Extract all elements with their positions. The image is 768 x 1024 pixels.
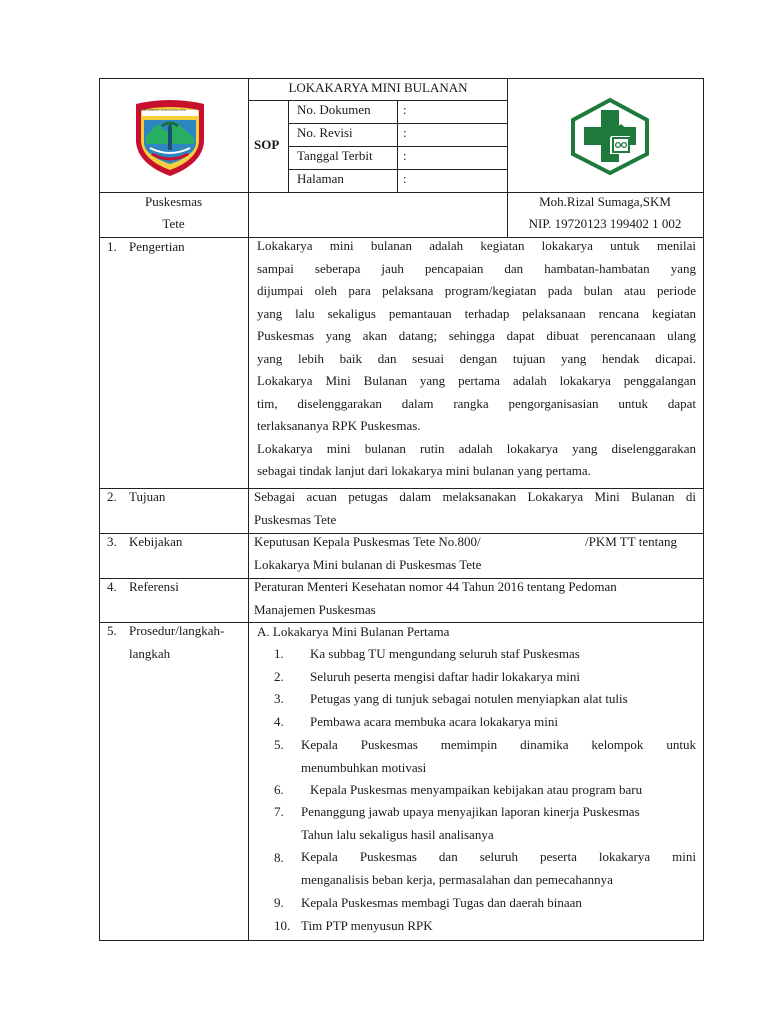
section-1-line: yang lebih baik dan sesuai dengan tujuan yang hendak dicapai. (257, 350, 696, 366)
section-1-line: Lokakarya Mini Bulanan yang pertama adalah lokakarya penggalangan (257, 373, 696, 388)
step-number: 10. (274, 918, 291, 933)
field-tanggal-terbit-colon: : (403, 148, 407, 163)
section-1-line: dijumpai oleh para pelaksana program/kegiatan pada bulan atau periode (257, 283, 696, 298)
section-2-number: 2. (107, 489, 117, 504)
step-text: Kepala Puskesmas memimpin dinamika kelompok untuk (301, 737, 696, 752)
section-5-subheading: A. Lokakarya Mini Bulanan Pertama (257, 624, 450, 639)
org-name-line2: Tete (162, 216, 185, 231)
step-text: Penanggung jawab upaya menyajikan laporan kinerja Puskesmas (301, 804, 640, 819)
section-1-line: terlaksananya RPK Puskesmas. (257, 418, 421, 433)
step-number: 6. (274, 782, 284, 797)
step-number: 3. (274, 691, 284, 706)
step-number: 8. (274, 850, 284, 865)
border-right (703, 78, 704, 941)
regency-emblem-text: KABUPATEN TOJO UNA-UNA (139, 108, 186, 112)
section-1-line: Lokakarya mini bulanan adalah kegiatan lokakarya untuk menilai (257, 238, 696, 253)
section-2-body (254, 486, 696, 531)
field-no-dokumen-colon: : (403, 102, 407, 117)
section-5-number: 5. (107, 623, 117, 638)
step-text: Seluruh peserta mengisi daftar hadir lokakarya mini (310, 669, 581, 684)
section-3-line: Keputusan Kepala Puskesmas Tete No.800/ (254, 534, 481, 549)
sop-label: SOP (254, 137, 280, 152)
line-field1 (288, 123, 507, 124)
step-text: Tahun lalu sekaligus hasil analisanya (301, 827, 494, 842)
section-1-label: Pengertian (129, 239, 185, 254)
step-number: 7. (274, 804, 284, 819)
section-1-line: yang lalu sekaligus pemantauan terhadap pelaksanaan rencana kegiatan (257, 305, 696, 321)
step-text: Ka subbag TU mengundang seluruh staf Puskesmas (310, 646, 580, 661)
step-text: menumbuhkan motivasi (301, 759, 427, 775)
section-4-line: Manajemen Puskesmas (254, 602, 376, 617)
step-text-block (301, 846, 696, 891)
section-1-body (257, 235, 696, 483)
field-halaman-colon: : (403, 171, 407, 186)
line-under-header (99, 192, 704, 193)
step-text: Tim PTP menyusun RPK (301, 918, 433, 933)
section-4-line: Peraturan Menteri Kesehatan nomor 44 Tahun 2016 tentang Pedoman (254, 579, 617, 594)
step-text: Petugas yang di tunjuk sebagai notulen menyiapkan alat tulis (310, 691, 628, 706)
step-text-block (301, 734, 696, 779)
step-text: Kepala Puskesmas membagi Tugas dan daerah binaan (301, 895, 582, 910)
border-bottom (99, 940, 704, 941)
section-1-line: Lokakarya mini bulanan rutin adalah lokakarya yang diselenggarakan (257, 440, 696, 456)
org-name-line1: Puskesmas (144, 194, 203, 209)
border-top (99, 78, 704, 79)
section-4-label: Referensi (129, 579, 179, 594)
signer-nip: NIP. 19720123 199402 1 002 (528, 216, 682, 231)
divider-col1 (248, 78, 249, 941)
step-number: 1. (274, 646, 284, 661)
section-3-line: Lokakarya Mini bulanan di Puskesmas Tete (254, 557, 482, 572)
step-text: Kepala Puskesmas dan seluruh peserta lokakarya mini (301, 849, 696, 864)
sop-document (99, 78, 704, 941)
signer-name: Moh.Rizal Sumaga,SKM (539, 194, 671, 209)
section-4-number: 4. (107, 579, 117, 594)
field-no-dokumen-label: No. Dokumen (297, 102, 371, 117)
step-number: 9. (274, 895, 284, 910)
section-3-number: 3. (107, 534, 117, 549)
step-text: Kepala Puskesmas menyampaikan kebijakan atau program baru (310, 782, 643, 797)
field-tanggal-terbit-label: Tanggal Terbit (297, 148, 373, 163)
section-1-number: 1. (107, 239, 117, 254)
step-number: 2. (274, 669, 284, 684)
section-1-line: sebagai tindak lanjut dari lokakarya mini bulanan yang pertama. (257, 463, 591, 478)
section-5-label-line1: Prosedur/langkah- (129, 623, 225, 638)
section-1-line: sampai seberapa jauh pencapaian dan hambatan-hambatan yang (257, 260, 696, 276)
puskesmas-logo-icon (567, 96, 653, 176)
divider-col-logo-right (507, 78, 508, 237)
section-3-line-right: /PKM TT tentang (585, 534, 677, 549)
document-title: LOKAKARYA MINI BULANAN (288, 80, 468, 95)
section-2-line: Sebagai acuan petugas dalam melaksanakan Lokakarya Mini Bulanan di (254, 489, 696, 504)
line-under-title (248, 100, 507, 101)
step-text: Pembawa acara membuka acara lokakarya mini (310, 714, 558, 729)
section-5-label-line2: langkah (129, 646, 171, 661)
section-1-line: tim, diselenggarakan dalam rangka pengorganisasian untuk dapat (257, 395, 696, 411)
step-text: menganalisis beban kerja, permasalahan dan pemecahannya (301, 871, 613, 887)
section-2-label: Tujuan (129, 489, 166, 504)
line-field3 (288, 169, 507, 170)
section-3-label: Kebijakan (129, 534, 183, 549)
section-1-line: Puskesmas yang akan datang; sehingga dapat dibuat perencanaan ulang (257, 328, 696, 343)
section-2-line: Puskesmas Tete (254, 511, 337, 527)
line-field2 (288, 146, 507, 147)
step-number: 4. (274, 714, 284, 729)
step-number: 5. (274, 737, 284, 752)
field-no-revisi-colon: : (403, 125, 407, 140)
field-halaman-label: Halaman (297, 171, 344, 186)
field-no-revisi-label: No. Revisi (297, 125, 353, 140)
